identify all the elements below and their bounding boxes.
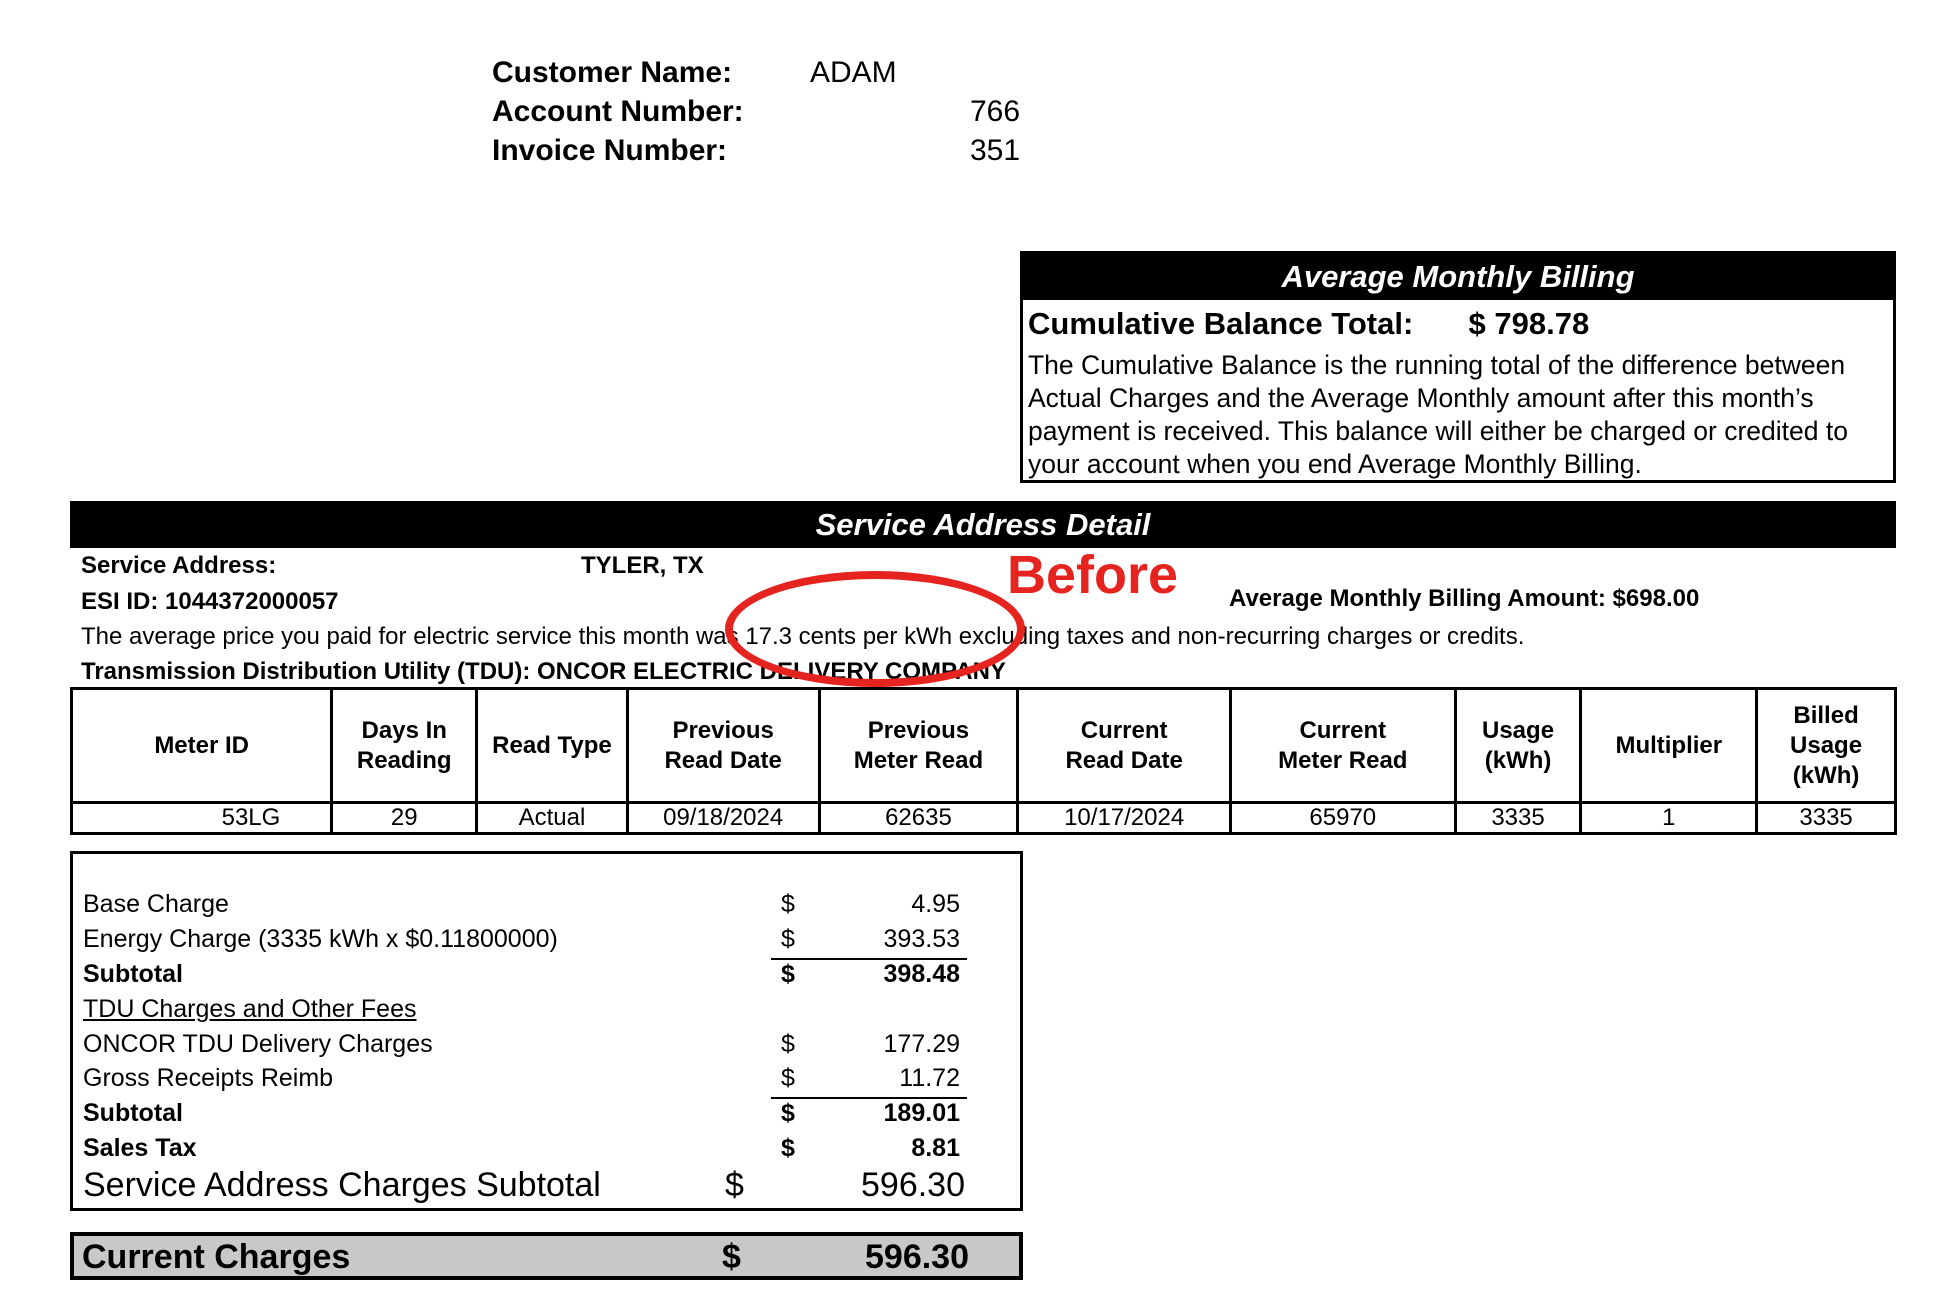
gross-receipts-label: Gross Receipts Reimb — [83, 1064, 334, 1092]
col-previous-meter-read: Previous Meter Read — [819, 689, 1018, 803]
invoice-number-value: 351 — [970, 134, 1021, 167]
invoice-number-label: Invoice Number: — [492, 134, 728, 167]
cumulative-balance-dollar: $ — [1468, 306, 1486, 341]
cumulative-balance — [1028, 306, 1589, 342]
previous-read-date-cell: 09/18/2024 — [627, 803, 819, 834]
cumulative-balance-description: The Cumulative Balance is the running total of the difference between Actual Charges and the Average Monthly amount after this month’s payment is received. This balance will either be charged or credited to your account when you end Average Monthly Billing. — [1028, 350, 1848, 479]
service-address-value: TYLER, TX — [581, 552, 704, 579]
base-charge-label: Base Charge — [83, 890, 229, 918]
service-address-detail-title: Service Address Detail — [70, 501, 1896, 548]
col-multiplier: Multiplier — [1581, 689, 1757, 803]
col-days-in-reading: Days In Reading — [332, 689, 477, 803]
current-read-date-cell: 10/17/2024 — [1018, 803, 1231, 834]
usage-cell: 3335 — [1455, 803, 1581, 834]
tdu-line: Transmission Distribution Utility (TDU): ONCOR ELECTRIC DELIVERY COMPANY — [81, 658, 1006, 685]
subtotal-dollar: $ — [781, 960, 795, 988]
sales-tax-label: Sales Tax — [83, 1134, 197, 1162]
billed-usage-cell: 3335 — [1757, 803, 1896, 834]
current-charges-dollar: $ — [722, 1238, 741, 1276]
account-number-value: 766 — [970, 95, 1021, 128]
col-current-meter-read: Current Meter Read — [1230, 689, 1455, 803]
account-number-label: Account Number: — [492, 95, 744, 128]
gross-receipts-dollar: $ — [781, 1064, 795, 1092]
energy-charge-label: Energy Charge (3335 kWh x $0.11800000) — [83, 925, 558, 953]
amb-amount: Average Monthly Billing Amount: $698.00 — [1229, 585, 1700, 612]
base-charge-dollar: $ — [781, 890, 795, 918]
meter-id-cell: 53LG — [72, 803, 332, 834]
col-meter-id: Meter ID — [72, 689, 332, 803]
multiplier-cell: 1 — [1581, 803, 1757, 834]
col-previous-read-date: Previous Read Date — [627, 689, 819, 803]
meter-table-header — [72, 689, 1896, 803]
charges-box — [70, 851, 1023, 1211]
col-billed-usage: Billed Usage (kWh) — [1757, 689, 1896, 803]
energy-charge-dollar: $ — [781, 925, 795, 953]
highlight-ellipse — [725, 571, 1025, 687]
average-price-statement: The average price you paid for electric service this month was 17.3 cents per kWh excluding taxes and non-recurring charges or credits. — [81, 623, 1525, 650]
average-monthly-billing-box — [1020, 251, 1896, 483]
col-current-read-date: Current Read Date — [1018, 689, 1231, 803]
amb-title: Average Monthly Billing — [1023, 254, 1893, 300]
current-charges-value: 596.30 — [865, 1238, 969, 1276]
previous-meter-read-cell: 62635 — [819, 803, 1018, 834]
current-meter-read-cell: 65970 — [1230, 803, 1455, 834]
meter-table — [70, 687, 1897, 835]
service-address-charges-value: 596.30 — [861, 1166, 965, 1204]
gross-receipts-value: 11.72 — [899, 1064, 960, 1092]
sales-tax-dollar: $ — [781, 1134, 795, 1162]
customer-name-label: Customer Name: — [492, 56, 733, 89]
oncor-label: ONCOR TDU Delivery Charges — [83, 1030, 433, 1058]
col-usage: Usage (kWh) — [1455, 689, 1581, 803]
cumulative-balance-label: Cumulative Balance Total: — [1028, 306, 1414, 341]
col-read-type: Read Type — [477, 689, 628, 803]
oncor-value: 177.29 — [883, 1030, 960, 1058]
before-annotation: Before — [1007, 545, 1179, 605]
customer-name-value: ADAM — [810, 56, 897, 89]
read-type-cell: Actual — [477, 803, 628, 834]
tdu-charges-header: TDU Charges and Other Fees — [83, 995, 417, 1023]
subtotal-label: Subtotal — [83, 1099, 183, 1127]
days-cell: 29 — [332, 803, 477, 834]
base-charge-value: 4.95 — [911, 890, 960, 918]
table-row — [72, 803, 1896, 834]
current-charges-bar — [70, 1232, 1023, 1280]
oncor-dollar: $ — [781, 1030, 795, 1058]
service-address-charges-dollar: $ — [725, 1166, 744, 1204]
subtotal-label: Subtotal — [83, 960, 183, 988]
energy-charge-value: 393.53 — [883, 925, 960, 953]
service-address-label: Service Address: — [81, 552, 277, 579]
subtotal-value: 398.48 — [883, 960, 960, 988]
subtotal-dollar: $ — [781, 1099, 795, 1127]
subtotal-value: 189.01 — [883, 1099, 960, 1127]
current-charges-label: Current Charges — [82, 1238, 351, 1276]
esi-id: ESI ID: 1044372000057 — [81, 588, 339, 615]
cumulative-balance-value: 798.78 — [1494, 306, 1590, 341]
sales-tax-value: 8.81 — [911, 1134, 960, 1162]
service-address-charges-label: Service Address Charges Subtotal — [83, 1166, 601, 1204]
